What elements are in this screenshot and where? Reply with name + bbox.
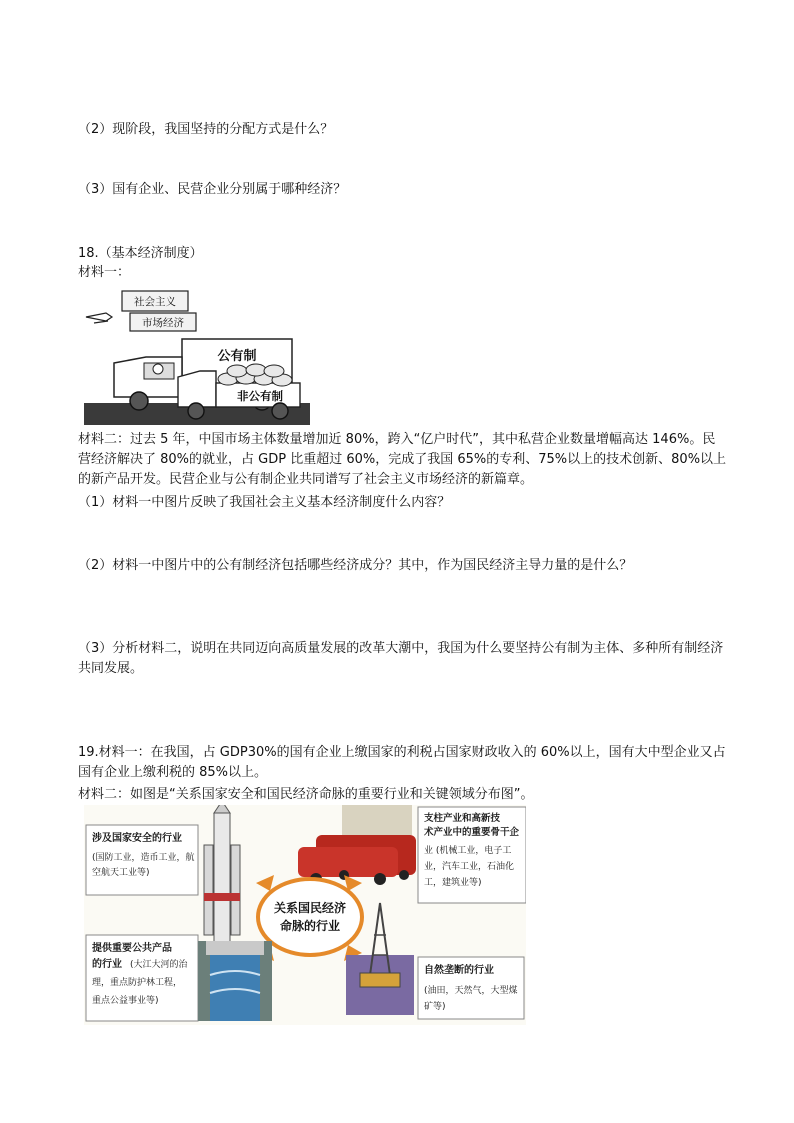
trucks-cartoon-illustration [84,283,310,425]
svg-text:的行业: 的行业 [92,959,122,970]
q18-figure-cartoon [84,283,310,425]
center-line1: 关系国民经济 [273,901,347,915]
svg-text:(油田，天然气，大型煤: (油田，天然气，大型煤 [424,986,518,996]
svg-text:涉及国家安全的行业: 涉及国家安全的行业 [92,833,182,844]
signboard-market-economy [130,313,196,331]
small-truck-label: 非公有制 [237,389,283,403]
svg-text:自然垄断的行业: 自然垄断的行业 [424,965,494,976]
q19-material2: 材料二：如图是“关系国家安全和国民经济命脉的重要行业和关键领域分布图”。 [78,787,534,802]
center-line2: 命脉的行业 [279,919,341,933]
q19-figure-industries [84,805,526,1025]
svg-text:提供重要公共产品: 提供重要公共产品 [92,943,172,954]
svg-text:理，重点防护林工程，: 理，重点防护林工程， [92,978,183,988]
svg-text:业，汽车工业，石油化: 业，汽车工业，石油化 [424,862,515,872]
q18-title: 18.（基本经济制度） [78,246,203,261]
svg-text:术产业中的重要骨干企: 术产业中的重要骨干企 [424,827,520,838]
q17-subquestion-3: （3）国有企业、民营企业分别属于哪种经济？ [78,182,347,197]
big-truck-label: 公有制 [217,349,257,364]
sign-line1-text: 社会主义 [134,296,176,308]
sign-line2-text: 市场经济 [142,317,184,329]
dam-illustration [198,941,272,1021]
q18-subquestion-2: （2）材料一中图片中的公有制经济包括哪些经济成分？其中，作为国民经济主导力量的是什么？ [78,558,633,573]
q18-material1-label: 材料一： [78,265,131,280]
q19-material1: 19.材料一：在我国，占 GDP30%的国有企业上缴国家的利税占国家财政收入的 60%以上，国有大中型企业又占国有企业上缴利税的 85%以上。 [78,745,726,780]
svg-text:重点公益事业等): 重点公益事业等) [92,996,159,1006]
public-goods-industries-box [86,935,198,1021]
q18-subquestion-3: （3）分析材料二，说明在共同迈向高质量发展的改革大潮中，我国为什么要坚持公有制为主体、多种所有制经济共同发展。 [78,641,724,676]
national-security-industries-box [86,825,198,895]
signboard-socialism [122,291,188,311]
pointing-hand-icon [86,313,112,321]
pillar-industries-box [418,807,526,903]
key-industries-diagram [84,805,526,1025]
svg-text:(国防工业，造币工业，航: (国防工业，造币工业，航 [92,853,195,863]
natural-monopoly-industries-box [418,957,524,1019]
q18-subquestion-1: （1）材料一中图片反映了我国社会主义基本经济制度什么内容？ [78,495,451,510]
svg-text:(大江大河的治: (大江大河的治 [130,960,188,970]
svg-text:支柱产业和高新技: 支柱产业和高新技 [424,813,501,824]
svg-text:业 (机械工业，电子工: 业 (机械工业，电子工 [424,846,512,856]
svg-text:矿等): 矿等) [424,1002,446,1012]
svg-text:空航天工业等): 空航天工业等) [92,868,150,878]
q17-subquestion-2: （2）现阶段，我国坚持的分配方式是什么？ [78,122,334,137]
q18-material2: 材料二：过去 5 年，中国市场主体数量增加近 80%，跨入“亿户时代”，其中私营企业数量增幅高达 146%。民营经济解决了 80%的就业，占 GDP 比重超过 60%，完成了我国 65%的专利、75%以上的技术创新、80%以上的新产品开发。民营企业与公有制企业共同谱写了社会主义市场经济的新篇章。 [78,432,727,487]
svg-text:工，建筑业等): 工，建筑业等) [424,878,482,888]
